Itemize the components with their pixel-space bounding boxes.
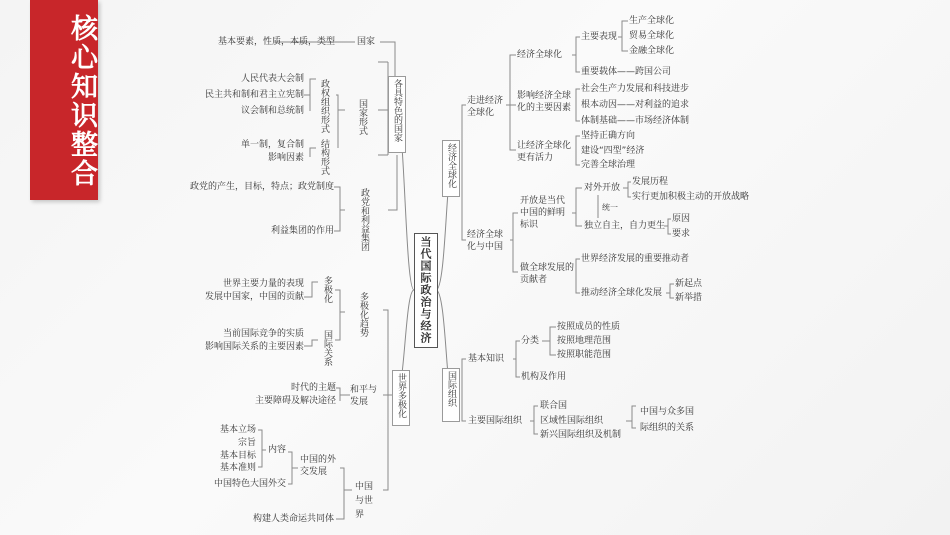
org-china-item: 中国与众多国 bbox=[640, 407, 695, 417]
vital-item: 建设“四型”经济 bbox=[581, 146, 645, 156]
self-item: 要求 bbox=[672, 229, 691, 239]
outward-item: 发展历程 bbox=[632, 177, 669, 187]
party-item: 利益集团的作用 bbox=[270, 226, 334, 236]
self-item: 原因 bbox=[672, 214, 691, 224]
struct-item: 影响因素 bbox=[267, 153, 304, 163]
node-multi-trend: 多极化趋势 bbox=[358, 292, 368, 337]
contrib-b-item: 新举措 bbox=[675, 293, 703, 303]
peace-item: 时代的主题 bbox=[290, 383, 336, 393]
node-struct: 结构形式 bbox=[319, 139, 329, 175]
node-self: 独立自主，自力更生 bbox=[584, 221, 666, 231]
contrib-b: 推动经济全球化发展 bbox=[581, 288, 663, 298]
vital-item: 完善全球治理 bbox=[581, 160, 636, 170]
contrib-b-item: 新起点 bbox=[675, 279, 703, 289]
party-item: 政党的产生，目标，特点；政党制度 bbox=[189, 182, 334, 192]
node-cn: 经济全球化与中国 bbox=[467, 230, 504, 252]
node-carrier: 重要载体——跨国公司 bbox=[581, 67, 672, 77]
peace-item: 主要障碍及解决途径 bbox=[254, 396, 336, 406]
classify-item: 按照地理范围 bbox=[557, 336, 612, 346]
node-diplomacy: 中国的外交发展 bbox=[300, 455, 337, 477]
content-item: 基本准则 bbox=[219, 463, 256, 473]
node-basic: 基本知识 bbox=[468, 354, 505, 364]
china-item: 构建人类命运共同体 bbox=[252, 514, 334, 524]
branch-label-globalization: 经济全球化 bbox=[446, 143, 456, 188]
main-item: 生产全球化 bbox=[629, 16, 675, 26]
china-item: 中国特色大国外交 bbox=[213, 479, 286, 489]
struct-item: 单一制，复合制 bbox=[240, 140, 304, 150]
node-mech: 机构及作用 bbox=[521, 372, 567, 382]
branch-label-countries: 各具特色的国家 bbox=[392, 79, 402, 142]
node-eg: 经济全球化 bbox=[517, 50, 563, 60]
node-classify: 分类 bbox=[521, 336, 540, 346]
node-peace: 和平与发展 bbox=[350, 385, 378, 407]
node-go: 走进经济全球化 bbox=[467, 96, 504, 118]
node-content: 内容 bbox=[268, 445, 287, 455]
node-contrib: 做全球发展的贡献者 bbox=[520, 263, 575, 285]
contrib-a: 世界经济发展的重要推动者 bbox=[581, 254, 690, 264]
main-item: 金融全球化 bbox=[629, 46, 675, 56]
power-item: 民主共和制和君主立宪制 bbox=[204, 90, 304, 100]
node-vital: 让经济全球化更有活力 bbox=[517, 141, 572, 163]
classify-item: 按照职能范围 bbox=[557, 350, 612, 360]
banner-title: 核心知识整合 bbox=[66, 14, 97, 188]
node-relations: 国际关系 bbox=[322, 330, 332, 366]
node-party: 政党和利益集团 bbox=[359, 188, 369, 251]
main-item: 贸易全球化 bbox=[629, 31, 675, 41]
multi-item: 发展中国家，中国的贡献 bbox=[204, 292, 304, 302]
node-form: 国家形式 bbox=[357, 99, 367, 135]
node-state-item: 基本要素，性质，本质，类型 bbox=[217, 37, 335, 47]
node-multi: 多极化 bbox=[322, 276, 332, 303]
content-item: 基本目标 bbox=[219, 451, 256, 461]
unity-label: 统一 bbox=[602, 203, 618, 212]
center-topic-title: 当代国际政治与经济 bbox=[419, 236, 432, 344]
power-item: 议会制和总统制 bbox=[240, 106, 304, 116]
node-open: 开放是当代中国的鲜明标识 bbox=[520, 196, 566, 230]
relations-item: 当前国际竞争的实质 bbox=[222, 329, 304, 339]
influence-item: 根本动因——对利益的追求 bbox=[581, 100, 690, 110]
node-china-world: 中国与世界 bbox=[355, 482, 374, 520]
outward-item: 实行更加积极主动的开放战略 bbox=[632, 192, 750, 202]
org-china-item: 际组织的关系 bbox=[640, 423, 695, 433]
node-outward: 对外开放 bbox=[584, 183, 621, 193]
node-state: 国家 bbox=[357, 37, 376, 47]
node-main: 主要表现 bbox=[581, 32, 618, 42]
node-influence: 影响经济全球化的主要因素 bbox=[517, 91, 572, 113]
node-major: 主要国际组织 bbox=[468, 416, 523, 426]
influence-item: 社会生产力发展和科技进步 bbox=[581, 84, 690, 94]
branch-label-intl-org: 国际组织 bbox=[446, 371, 456, 407]
multi-item: 世界主要力量的表现 bbox=[222, 279, 304, 289]
classify-item: 按照成员的性质 bbox=[557, 322, 621, 332]
branch-label-multipolar: 世界多极化 bbox=[396, 373, 406, 418]
content-item: 宗旨 bbox=[237, 438, 256, 448]
vital-item: 坚持正确方向 bbox=[581, 131, 636, 141]
major-item: 区域性国际组织 bbox=[540, 416, 604, 426]
major-item: 联合国 bbox=[540, 401, 568, 411]
node-power: 政权组织形式 bbox=[319, 79, 329, 133]
content-item: 基本立场 bbox=[219, 425, 256, 435]
relations-item: 影响国际关系的主要因素 bbox=[204, 342, 304, 352]
influence-item: 体制基础——市场经济体制 bbox=[581, 116, 690, 126]
power-item: 人民代表大会制 bbox=[240, 74, 304, 84]
major-item: 新兴国际组织及机制 bbox=[540, 430, 622, 440]
